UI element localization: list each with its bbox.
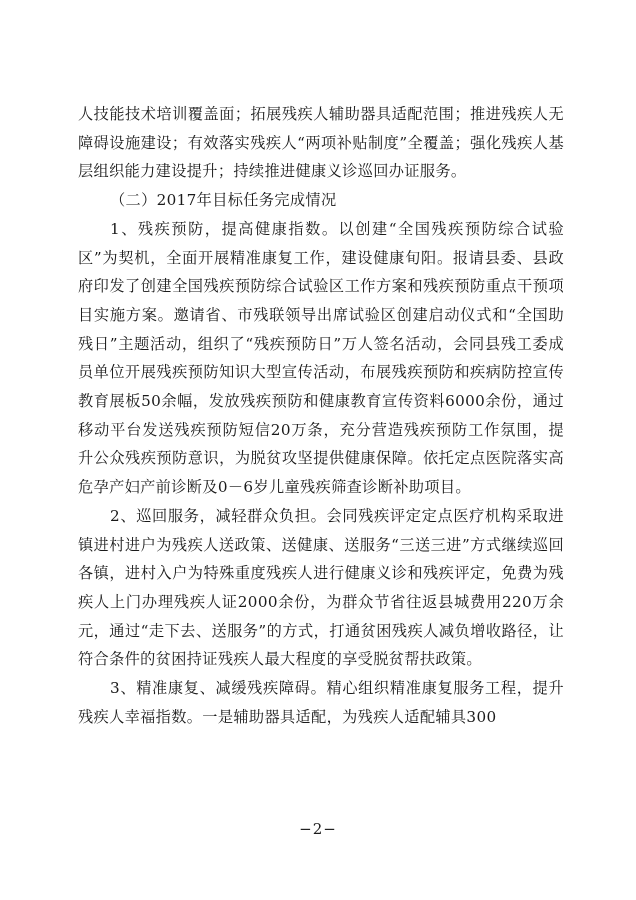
paragraph-continuation: 人技能技术培训覆盖面；拓展残疾人辅助器具适配范围；推进残疾人无障碍设施建设；有效落实残疾人“两项补贴制度”全覆盖；强化残疾人基层组织能力建设提升；持续推进健康义诊巡回办证服务。 (78, 105, 564, 181)
page-number: −2− (299, 820, 337, 838)
section-heading: （二）2017年目标任务完成情况 (110, 191, 337, 210)
paragraph-disability-prevention: 1、残疾预防，提高健康指数。以创建“全国残疾预防综合试验区”为契机，全面开展精准康复工作，建设健康旬阳。报请县委、县政府印发了创建全国残疾预防综合试验区工作方案和残疾预防重点干预项目实施方案。邀请省、市残联领导出席试验区创建启动仪式和“全国助残日”主题活动，组织了“残疾预防日”万人签名活动，会同县残工委成员单位开展残疾预防知识大型宣传活动，布展残疾预防和疾病防控宣传教育展板50余幅，发放残疾预防和健康教育宣传资料6000余份，通过移动平台发送残疾预防短信20万条，充分营造残疾预防工作氛围，提升公众残疾预防意识，为脱贫攻坚提供健康保障。依托定点医院落实高危孕产妇产前诊断及0－6岁儿童残疾筛查诊断补助项目。 (78, 219, 564, 497)
body-text (78, 100, 564, 731)
paragraph-itinerant-service: 2、巡回服务，减轻群众负担。会同残疾评定定点医疗机构采取进镇进村进户为残疾人送政策、送健康、送服务“三送三进”方式继续巡回各镇，进村入户为特殊重度残疾人进行健康义诊和残疾评定，免费为残疾人上门办理残疾人证2000余份，为群众节省往返县城费用220万余元，通过“走下去、送服务”的方式，打通贫困残疾人减负增收路径，让符合条件的贫困持证残疾人最大程度的享受脱贫帮扶政策。 (78, 506, 564, 669)
paragraph-precise-rehabilitation: 3、精准康复、减缓残疾障碍。精心组织精准康复服务工程，提升残疾人幸福指数。一是辅助器具适配，为残疾人适配辅具300 (78, 679, 564, 726)
